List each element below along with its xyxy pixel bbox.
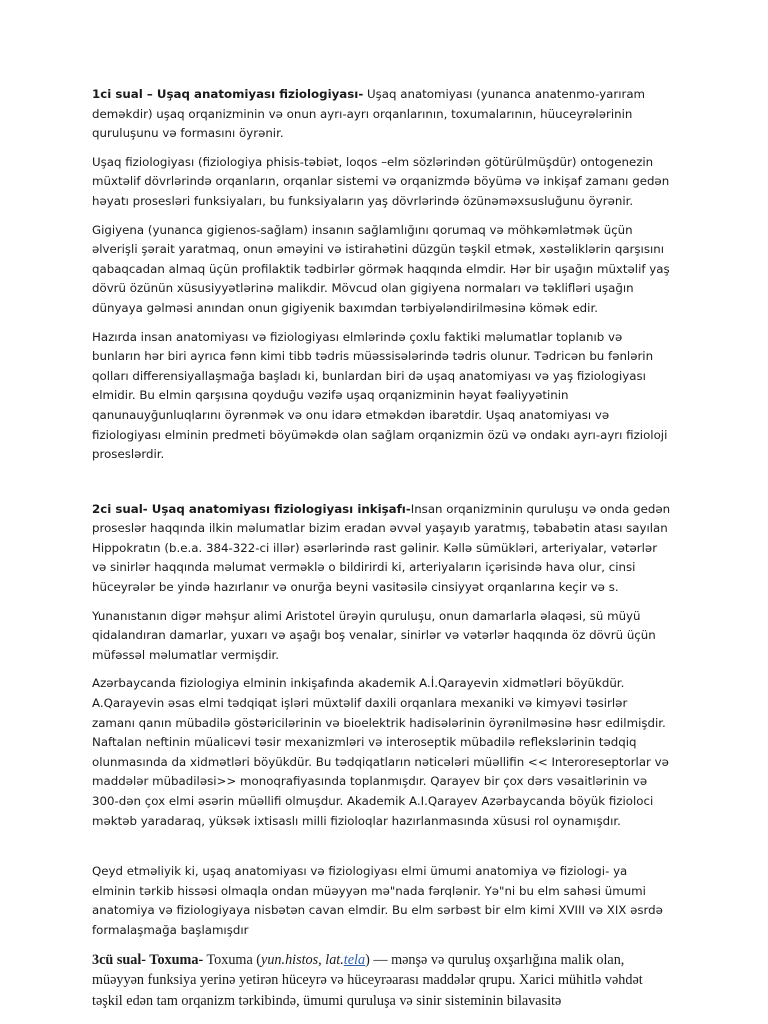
paragraph-hygiene: Gigiyena (yunanca gigienos-sağlam) insanın sağlamlığını qorumaq və möhkəmlətmək üçün əlverişli şərait yaratmaq, onun əməyini və istirahətini düzgün təşkil etmək, xəstəliklərin qarşısını qabaqcadan almaq üçün profilaktik tədbirlər görmək haqqında elmdir. Hər bir uşağın müxtəlif yaş dövrü özünün xüsusiyyətlərinə malikdir. Mövcud olan gigiyena normaları və təklifləri uşağın dünyaya gəlməsi anından onun gigiyenik baxımdan tərbiyələndirilməsinə kömək edir.	[92, 222, 670, 315]
question-3-text: — mənşə və quruluş oxşarlığına malik olan, müəyyən funksiya yerinə yetirən hüceyrə və hüceyrəarası maddələr qrupu. Xarici mühitlə vəhdət təşkil edən tam orqanizm tərkibində, ümumi quruluşa və sinir sisteminin bilavasitə	[92, 951, 643, 1009]
tela-link[interactable]: tela	[343, 951, 366, 968]
question-1-heading: 1ci sual – Uşaq anatomiyası fiziologiyası-	[92, 87, 364, 101]
question-3-lead: Toxuma (	[203, 951, 262, 968]
paragraph-note: Qeyd etməliyik ki, uşaq anatomiyası və fiziologiyası elmi ümumi anatomiya və fiziologi- ya elminin tərkib hissəsi olmaqla ondan müəyyən mə"nada fərqlənir. Yə"ni bu elm sahəsi ümumi anatomiya və fiziologiyaya nisbətən cavan elmdir. Bu elm sərbəst bir elm kimi XVIII və XIX əsrdə formalaşmağa başlamışdır	[92, 864, 663, 937]
paragraph-question-2	[92, 500, 672, 598]
question-3-heading: 3cü sual- Toxuma-	[92, 951, 204, 968]
paragraph-qarayev: Azərbaycanda fiziologiya elminin inkişafında akademik A.İ.Qarayevin xidmətləri böyükdür. A.Qarayevin əsas elmi tədqiqat işləri müxtəlif daxili orqanlara mexaniki və kimyəvi təsirlər zamanı qanın mübadilə göstəricilərinin və bioelektrik hadisələrinin öyrənilməsinə həsr edilmişdir. Naftalan neftinin müalicəvi təsir mexanizmləri və interoseptik mübadilə reflekslərinin tədqiq olunmasında da xidmətləri böyükdür. Bu tədqiqatların nəticələri müəllifin << Interoreseptorlar və maddələr mübadiləsi>> monoqrafiyasında toplanmışdır. Qarayev bir çox dərs vəsaitlərinin və 300-dən çox elmi əsərin müəllifi olmuşdur. Akademik A.I.Qarayev Azərbaycanda böyük fizioloci məktəb yaradaraq, yüksək ixtisaslı milli fizioloqlar hazırlanmasında xüsusi rol oynamışdır.	[92, 676, 669, 828]
paragraph-physiology: Uşaq fiziologiyası (fiziologiya phisis-təbiət, loqos –elm sözlərindən götürülmüşdür) ontogenezin müxtəlif dövrlərində orqanların, orqanlar sistemi və orqanizmdə böyümə və inkişaf zamanı gedən həyatı prosesləri funksiyaları, bu funksiyaların yaş dövrlərində özünəməxsusluğunu öyrənir.	[92, 154, 670, 208]
question-2-text: Insan orqanizminin quruluşu və onda gedən proseslər haqqında ilkin məlumatlar bizim eradan əvvəl yaşayıb yaratmış, təbabətin atası sayılan Hippokratın (b.e.a. 384-322-ci illər) əsərlərində rast gəlinir. Kəllə sümükləri, arteriyalar, vətərlər və sinirlər haqqında məlumat verməklə o bildirirdi ki, arteriyaların içərisində hava olur, cinsi hüceyrələr be yində hazırlanır və onurğa beyni vasitəsilə cinsiyyət orqanlarına keçir və s.	[92, 501, 671, 595]
question-1-text: Uşaq anatomiyası (yunanca anatenmo-yarıram deməkdir) uşaq orqanizminin və onun ayrı-ayrı orqanlarının, toxumalarının, hüuceyrələrinin quruluşunu və formasını öyrənir.	[92, 87, 646, 141]
question-3-close-paren: )	[365, 951, 370, 968]
paragraph-aristotle: Yunanıstanın digər məhşur alimi Aristotel ürəyin quruluşu, onun damarlarla əlaqəsi, sü müyü qidalandıran damarlar, yuxarı və aşağı boş venalar, sinirlər və vətərlər haqqında öz dövrü üçün müfəssəl məlumatlar vermişdir.	[92, 608, 656, 662]
paragraph-anatomy-today: Hazırda insan anatomiyası və fiziologiyası elmlərində çoxlu faktiki məlumatlar toplanıb və bunların hər biri ayrıca fənn kimi tibb tədris müəssisələrində tədris olunur. Tədricən bu fənlərin qolları differensiyallaşmağa başladı ki, bunlardan biri də uşaq anatomiyası və yaş fiziologiyası elmidir. Bu elmin qarşısına qoyduğu vəzifə uşaq orqanizminin həyat fəaliyyətinin qanunauyğunluqlarını öyrənmək və onu idarə etməkdən ibarətdir. Uşaq anatomiyası və fiziologiyası elminin predmeti böyüməkdə olan sağlam orqanizmin özü və ondakı ayrı-ayrı fizioloji proseslərdir.	[92, 329, 668, 462]
document-body	[92, 85, 672, 1011]
question-2-heading: 2ci sual- Uşaq anatomiyası fiziologiyası inkişafı-	[92, 501, 411, 516]
paragraph-question-3	[92, 950, 672, 1012]
etymology-italic: yun.histos, lat.	[261, 951, 344, 968]
paragraph-question-1	[92, 85, 672, 144]
